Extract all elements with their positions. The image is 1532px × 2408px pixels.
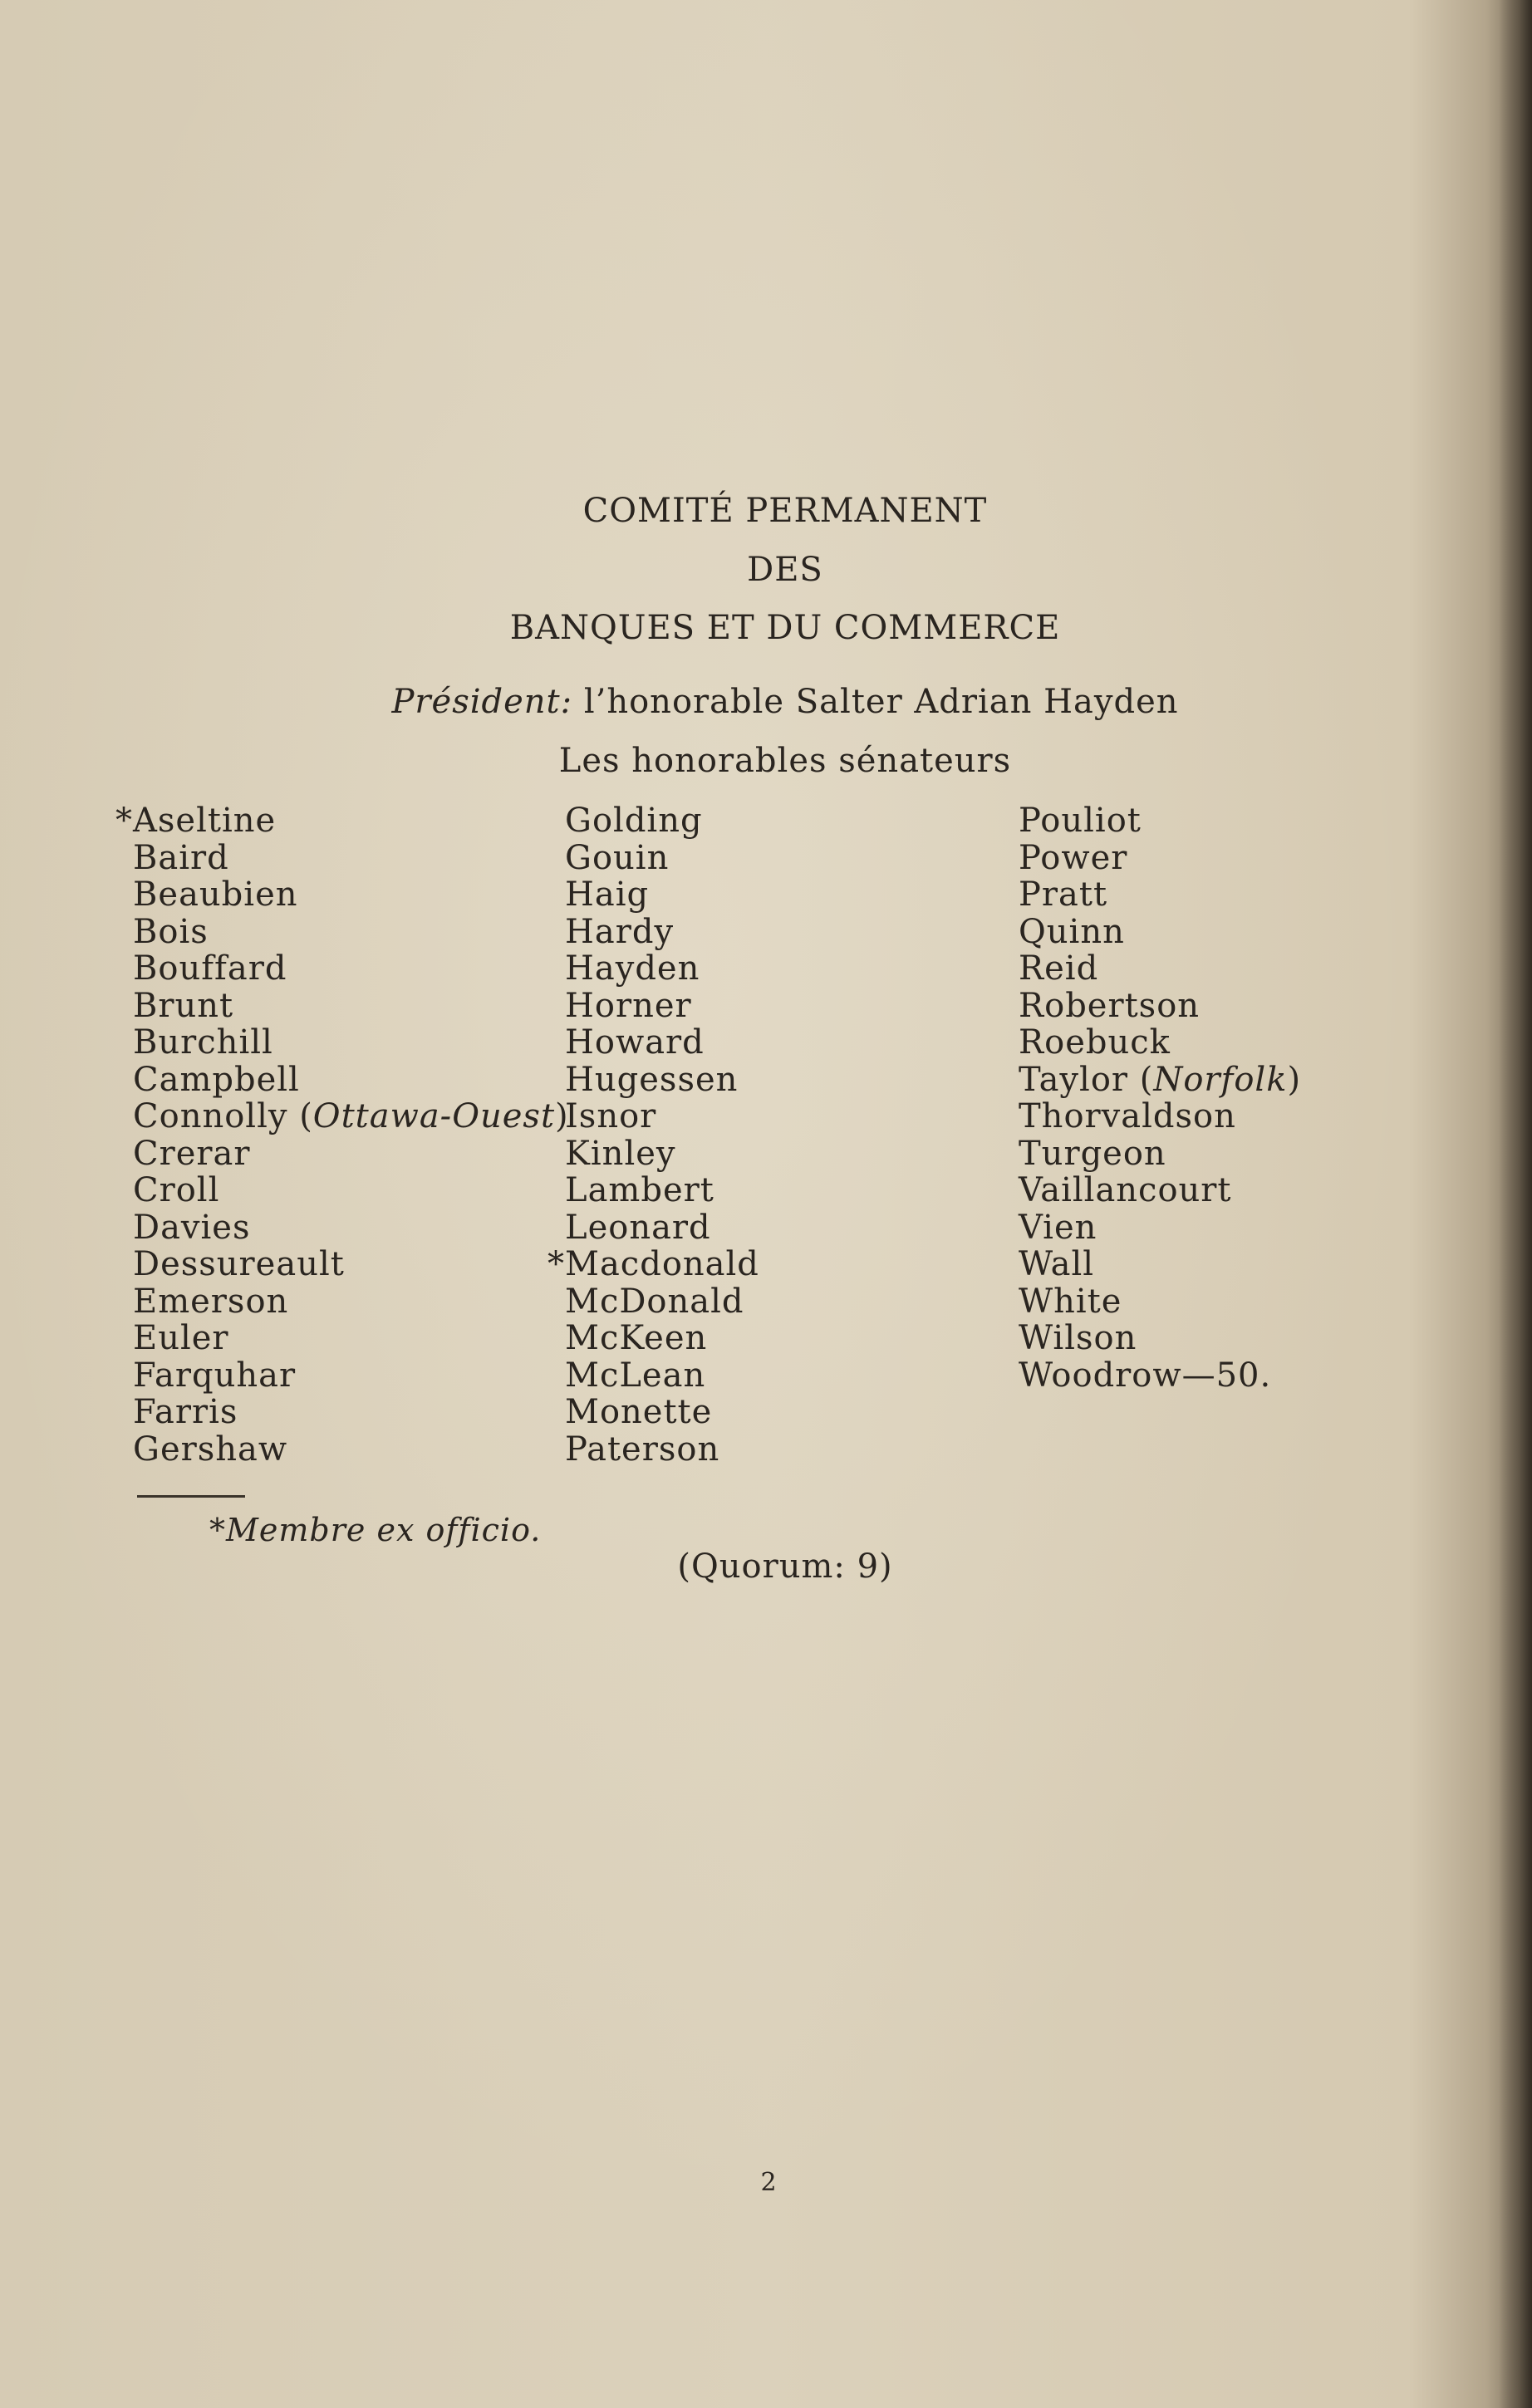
- senator-name: [1019, 840, 1301, 877]
- footnote-rule: [137, 1495, 245, 1498]
- senator-name: [1019, 1172, 1301, 1209]
- senator-name: [133, 1209, 569, 1247]
- senator-surname: Haig: [565, 875, 650, 914]
- senator-surname: Pratt: [1019, 875, 1108, 914]
- senator-surname: Woodrow—50.: [1019, 1356, 1272, 1395]
- senator-column-2: [547, 802, 759, 1469]
- senator-name: [1019, 950, 1301, 988]
- senator-surname: Howard: [565, 1023, 705, 1062]
- senator-name: [133, 988, 569, 1025]
- president-label: Président:: [391, 683, 573, 721]
- senator-name: [565, 1098, 759, 1135]
- senator-column-1: [115, 802, 569, 1469]
- senator-name: [133, 1172, 569, 1209]
- senator-surname: Quinn: [1019, 912, 1125, 951]
- senator-name: [565, 1135, 759, 1173]
- senator-surname: Wilson: [1019, 1319, 1137, 1357]
- members-heading: Les honorables sénateurs: [558, 742, 1012, 780]
- senator-surname: Burchill: [133, 1023, 273, 1062]
- ex-officio-asterisk: *: [547, 1245, 565, 1283]
- senator-name: [133, 1394, 569, 1431]
- senator-name: [1019, 1024, 1301, 1062]
- senator-surname: White: [1019, 1282, 1122, 1321]
- senator-name: [1019, 1098, 1301, 1135]
- senator-surname: Hugessen: [565, 1060, 739, 1099]
- senator-surname: Davies: [133, 1208, 251, 1247]
- senator-division: Ottawa-Ouest: [312, 1097, 556, 1135]
- senator-surname: Emerson: [133, 1282, 289, 1321]
- senator-name: [565, 1431, 759, 1469]
- senator-surname: Baird: [133, 838, 229, 877]
- senator-surname: Paterson: [565, 1430, 720, 1469]
- senator-surname: Vaillancourt: [1019, 1171, 1232, 1209]
- committee-title-line-3: BANQUES ET DU COMMERCE: [509, 609, 1061, 647]
- senator-surname: McDonald: [565, 1282, 744, 1321]
- senator-name: [133, 1098, 569, 1135]
- senator-surname: Gershaw: [133, 1430, 288, 1469]
- senator-surname: Golding: [565, 802, 703, 840]
- senator-name: [1019, 1062, 1301, 1099]
- senator-surname: Farris: [133, 1393, 238, 1431]
- senator-name: [133, 914, 569, 951]
- senator-surname: Vien: [1019, 1208, 1097, 1247]
- senator-name: [133, 1357, 569, 1395]
- senator-surname: Connolly (: [133, 1097, 313, 1135]
- senator-division: Norfolk: [1153, 1060, 1288, 1099]
- senator-column-3: [1019, 802, 1301, 1394]
- senator-name: [565, 1357, 759, 1395]
- senator-surname: Lambert: [565, 1171, 714, 1209]
- senator-surname: Monette: [565, 1393, 713, 1431]
- senator-surname: Gouin: [565, 838, 670, 877]
- senator-surname: Robertson: [1019, 986, 1201, 1025]
- senator-name: [547, 1245, 759, 1283]
- senator-surname: Power: [1019, 838, 1128, 877]
- senator-name: [565, 1283, 759, 1321]
- senator-surname: Kinley: [565, 1134, 676, 1173]
- senator-name: [1019, 802, 1301, 840]
- senator-name: [1019, 1357, 1301, 1395]
- senator-surname: Aseltine: [133, 802, 277, 840]
- senator-name: [565, 1062, 759, 1099]
- senator-name: [1019, 1283, 1301, 1321]
- senator-name: [565, 1024, 759, 1062]
- senator-name: [133, 1135, 569, 1173]
- senator-surname: Isnor: [565, 1097, 657, 1135]
- president-name: l’honorable Salter Adrian Hayden: [583, 683, 1179, 721]
- committee-title-line-1: COMITÉ PERMANENT: [582, 492, 988, 530]
- senator-name: [133, 1062, 569, 1099]
- senator-surname: Campbell: [133, 1060, 300, 1099]
- senator-surname: Brunt: [133, 986, 234, 1025]
- senator-surname: Dessureault: [133, 1245, 345, 1283]
- senator-name: [565, 876, 759, 914]
- senator-name: [1019, 988, 1301, 1025]
- footnote: *Membre ex officio.: [209, 1512, 542, 1548]
- senator-name: [133, 1431, 569, 1469]
- senator-name: [1019, 1246, 1301, 1283]
- senator-name: [1019, 1135, 1301, 1173]
- senator-surname: Wall: [1019, 1245, 1095, 1283]
- closing-parenthesis: ): [1287, 1060, 1302, 1099]
- ex-officio-asterisk: *: [115, 802, 133, 840]
- senator-name: [1019, 1320, 1301, 1357]
- committee-title-line-2: DES: [747, 551, 823, 589]
- senator-surname: Bois: [133, 912, 209, 951]
- senator-surname: Horner: [565, 986, 692, 1025]
- senator-surname: Bouffard: [133, 949, 287, 988]
- senator-surname: McLean: [565, 1356, 706, 1395]
- senator-name: [133, 876, 569, 914]
- senator-surname: Euler: [133, 1319, 229, 1357]
- senator-surname: Farquhar: [133, 1356, 297, 1395]
- senator-surname: Crerar: [133, 1134, 251, 1173]
- senator-name: [565, 1394, 759, 1431]
- senator-name: [565, 988, 759, 1025]
- senator-surname: Taylor (: [1019, 1060, 1154, 1099]
- senator-name: [565, 914, 759, 951]
- senator-surname: Thorvaldson: [1019, 1097, 1236, 1135]
- senator-name: [115, 802, 569, 840]
- senator-name: [565, 840, 759, 877]
- senator-name: [133, 1024, 569, 1062]
- senator-name: [1019, 1209, 1301, 1247]
- senator-surname: Hayden: [565, 949, 700, 988]
- senator-name: [565, 1172, 759, 1209]
- senator-surname: McKeen: [565, 1319, 708, 1357]
- senator-surname: Turgeon: [1019, 1134, 1166, 1173]
- senator-name: [133, 840, 569, 877]
- senator-name: [133, 950, 569, 988]
- senator-name: [133, 1320, 569, 1357]
- senator-name: [565, 802, 759, 840]
- senator-surname: Pouliot: [1019, 802, 1142, 840]
- quorum: (Quorum: 9): [677, 1547, 893, 1586]
- senator-name: [565, 1320, 759, 1357]
- senator-surname: Leonard: [565, 1208, 711, 1247]
- senator-name: [133, 1283, 569, 1321]
- senator-name: [133, 1246, 569, 1283]
- senator-surname: Hardy: [565, 912, 675, 951]
- page-edge-shadow: [1499, 0, 1532, 2408]
- senator-name: [1019, 914, 1301, 951]
- senator-name: [565, 950, 759, 988]
- senator-name: [1019, 876, 1301, 914]
- senator-surname: Beaubien: [133, 875, 298, 914]
- senator-surname: Croll: [133, 1171, 220, 1209]
- page-number: 2: [760, 2168, 777, 2197]
- closing-parenthesis: ): [555, 1097, 569, 1135]
- senator-surname: Reid: [1019, 949, 1099, 988]
- senator-surname: Macdonald: [565, 1245, 759, 1283]
- senator-name: [565, 1209, 759, 1247]
- senator-surname: Roebuck: [1019, 1023, 1171, 1062]
- president-line: [0, 683, 1532, 721]
